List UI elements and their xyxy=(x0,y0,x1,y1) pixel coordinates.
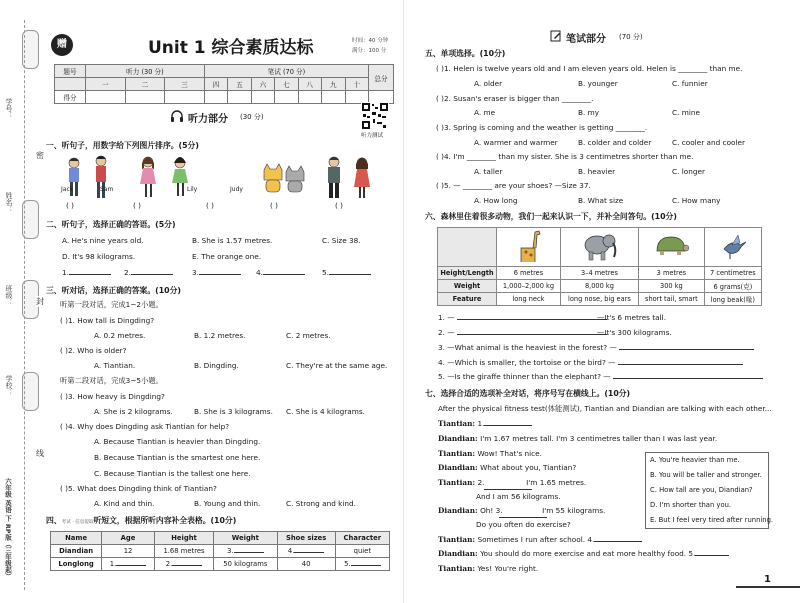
score-table-header: 总分 xyxy=(369,65,394,91)
option-c: C. Size 38. xyxy=(322,236,361,245)
option-a: A. Tiantian. xyxy=(94,361,136,370)
pencil-icon xyxy=(550,30,562,44)
score-table-header: 九 xyxy=(322,78,345,91)
option-b: B. younger xyxy=(578,79,618,88)
score-table-header: 七 xyxy=(275,78,298,91)
option-c: C. How many xyxy=(672,196,721,205)
table-cell: 3–4 metres xyxy=(560,267,638,280)
option-d: D. I'm shorter than you. xyxy=(650,501,732,509)
dialogue-2-intro: 听第二段对话，完成3~5小题。 xyxy=(60,376,163,385)
section-5-title: 五、单项选择。(10分) xyxy=(425,49,506,58)
answer-blank[interactable] xyxy=(499,509,547,518)
adults-picture xyxy=(318,155,380,202)
option-e: E. But I feel very tired after running. xyxy=(650,516,774,524)
dialogue-line[interactable]: Tiantian: 2. I'm 1.65 metres. xyxy=(438,478,587,487)
table-cell: long nose, big ears xyxy=(560,293,638,306)
table-header: Weight xyxy=(214,532,277,545)
kids-picture xyxy=(56,155,126,202)
option-c: C. Strong and kind. xyxy=(286,499,356,508)
table-cell: long beak(喙) xyxy=(704,293,761,306)
answer-blank[interactable]: 1. xyxy=(62,268,111,277)
score-cell[interactable] xyxy=(322,91,345,104)
score-table-header: 八 xyxy=(298,78,321,91)
qa-line-2[interactable]: 2. — xyxy=(438,328,607,337)
section-4-title: 四、考试 · 信息提取听短文，根据所听内容补全表格。(10分) xyxy=(46,516,237,525)
headphones-icon xyxy=(170,109,184,125)
answer-bracket[interactable]: ( ) xyxy=(206,201,215,210)
score-cell[interactable] xyxy=(228,91,251,104)
qa-line-5[interactable]: 5. —Is the giraffe thinner than the elephant? — xyxy=(438,372,763,381)
qa-answer-1: —It's 6 metres tall. xyxy=(597,313,667,322)
option-b: B. my xyxy=(578,108,600,117)
table-blank[interactable]: 5. xyxy=(335,558,389,571)
qr-code[interactable] xyxy=(361,102,389,130)
mc-question-3: ( )3. Spring is coming and the weather is getting ________. xyxy=(436,123,648,132)
table-cell: 1,000–2,000 kg xyxy=(497,280,561,293)
answer-bracket[interactable]: ( ) xyxy=(335,201,344,210)
question-2: ( )2. Who is older? xyxy=(60,346,127,355)
table-cell: 6 grams(克) xyxy=(704,280,761,293)
option-b: B. colder and colder xyxy=(578,138,652,147)
mc-question-4: ( )4. I'm ________ than my sister. She is 3 centimetres shorter than me. xyxy=(436,152,694,161)
answer-blank[interactable]: 3. xyxy=(192,268,241,277)
page-fold xyxy=(403,0,404,603)
score-table-header: 听力 (30 分) xyxy=(86,65,205,78)
class-label: 班级： xyxy=(5,285,13,306)
bird-picture xyxy=(704,228,761,267)
question-3: ( )3. How heavy is Dingding? xyxy=(60,392,165,401)
time-info: 时间：40 分钟 xyxy=(352,38,389,44)
option-c: C. cooler and cooler xyxy=(672,138,746,147)
score-table-header: 笔试 (70 分) xyxy=(204,65,368,78)
option-a: A. 0.2 metres. xyxy=(94,331,146,340)
answer-blank[interactable]: 5. xyxy=(322,268,371,277)
table-header: Name xyxy=(51,532,102,545)
option-c: C. She is 4 kilograms. xyxy=(286,407,365,416)
giraffe-picture xyxy=(497,228,561,267)
mc-question-1: ( )1. Helen is twelve years old and I am eleven years old. Helen is ________ than me. xyxy=(436,64,743,73)
qr-label: 听力测试 xyxy=(361,133,384,139)
dialogue-intro: After the physical fitness test(体能测试), Tiantian and Diandian are talking with each other... xyxy=(438,404,772,413)
dialogue-line: Diandian: What about you, Tiantian? xyxy=(438,463,577,472)
name-tag: Jack xyxy=(61,186,74,193)
option-a: A. older xyxy=(474,79,503,88)
dialogue-line[interactable]: Tiantian: Sometimes I run after school. 4. xyxy=(438,535,642,544)
cats-picture xyxy=(258,162,308,198)
seal-mark: 封 xyxy=(36,297,44,306)
section-6-title: 六、森林里住着很多动物，我们一起来认识一下，并补全问答句。(10分) xyxy=(425,212,677,221)
score-table-header: 得分 xyxy=(55,91,86,104)
name-label: 姓名： xyxy=(5,192,13,213)
option-c: C. They're at the same age. xyxy=(286,361,388,370)
table-cell: Diandian xyxy=(51,545,102,558)
option-b: B. You will be taller and stronger. xyxy=(650,471,762,479)
score-cell[interactable] xyxy=(165,91,205,104)
option-b: B. 1.2 metres. xyxy=(194,331,246,340)
score-cell[interactable] xyxy=(204,91,227,104)
score-table-header: 五 xyxy=(228,78,251,91)
table-cell: quiet xyxy=(335,545,389,558)
written-points: (70 分) xyxy=(619,33,643,41)
score-cell[interactable] xyxy=(298,91,321,104)
animal-table xyxy=(437,227,762,306)
table-cell: 1.68 metres xyxy=(154,545,213,558)
option-b: B. She is 1.57 metres. xyxy=(192,236,273,245)
option-b: B. What size xyxy=(578,196,624,205)
score-table-cell xyxy=(55,78,86,91)
girls-picture xyxy=(132,155,202,202)
option-c: C. Because Tiantian is the tallest one here. xyxy=(94,469,251,478)
option-a: A. He's nine years old. xyxy=(62,236,144,245)
section-2-title: 二、听句子，选择正确的答语。(5分) xyxy=(46,220,176,229)
score-table-header: 四 xyxy=(204,78,227,91)
option-b: B. Because Tiantian is the smartest one here. xyxy=(94,453,261,462)
dialogue-line: Do you often do exercise? xyxy=(476,520,571,529)
answer-blank[interactable]: 2. xyxy=(124,268,173,277)
score-table-header: 十 xyxy=(345,78,369,91)
option-c: C. 2 metres. xyxy=(286,331,331,340)
table-cell: 300 kg xyxy=(638,280,704,293)
option-a: A. warmer and warmer xyxy=(474,138,558,147)
dialogue-line: And I am 56 kilograms. xyxy=(476,492,561,501)
qa-line-3[interactable]: 3. —What animal is the heaviest in the forest? — xyxy=(438,343,754,352)
mc-question-2: ( )2. Susan's eraser is bigger than ________. xyxy=(436,94,594,103)
listening-title: 听力部分 xyxy=(188,114,228,125)
dialogue-line[interactable]: Tiantian: 1. xyxy=(438,419,532,428)
table-header: Feature xyxy=(438,293,497,306)
table-cell: Longlong xyxy=(51,558,102,571)
table-blank[interactable]: 3. xyxy=(214,545,277,558)
option-a: A. You're heavier than me. xyxy=(650,456,740,464)
table-row xyxy=(51,558,390,571)
dialogue-line: Tiantian: Yes! You're right. xyxy=(438,564,539,573)
table-header: Height xyxy=(154,532,213,545)
dialogue-1-intro: 听第一段对话，完成1~2小题。 xyxy=(60,300,163,309)
score-cell[interactable] xyxy=(251,91,274,104)
qa-answer-2: —It's 300 kilograms. xyxy=(597,328,672,337)
section-7-title: 七、选择合适的选项补全对话，将序号写在横线上。(10分) xyxy=(425,389,631,398)
answer-bracket[interactable]: ( ) xyxy=(133,201,142,210)
option-a: A. me xyxy=(474,108,496,117)
option-c: C. funnier xyxy=(672,79,708,88)
option-a: A. She is 2 kilograms. xyxy=(94,407,173,416)
score-table-header: 题号 xyxy=(55,65,86,78)
question-1: ( )1. How tall is Dingding? xyxy=(60,316,155,325)
name-tag: Sam xyxy=(100,186,114,193)
school-label: 学校： xyxy=(5,375,13,396)
table-cell: 40 xyxy=(277,558,335,571)
score-table-header: 二 xyxy=(125,78,165,91)
option-b: B. She is 3 kilograms. xyxy=(194,407,273,416)
option-a: A. Because Tiantian is heavier than Dingding. xyxy=(94,437,261,446)
listening-info-table xyxy=(50,531,390,571)
qa-line-4[interactable]: 4. —Which is smaller, the tortoise or the bird? — xyxy=(438,358,743,367)
table-header: Age xyxy=(102,532,155,545)
option-a: A. Kind and thin. xyxy=(94,499,155,508)
table-blank[interactable]: 2. xyxy=(154,558,213,571)
table-cell: 12 xyxy=(102,545,155,558)
table-cell: 7 centimetres xyxy=(704,267,761,280)
section-1-title: 一、听句子，用数字给下列图片排序。(5分) xyxy=(46,141,199,150)
table-cell xyxy=(438,228,497,267)
elephant-picture xyxy=(560,228,638,267)
table-cell: short tail, smart xyxy=(638,293,704,306)
table-header: Character xyxy=(335,532,389,545)
option-c: C. How tall are you, Diandian? xyxy=(650,486,753,494)
option-c: C. mine xyxy=(672,108,700,117)
answer-blank[interactable]: 4. xyxy=(256,268,305,277)
book-label: 六年级 英语 下 RP版（三年级起） xyxy=(4,478,12,580)
score-cell[interactable] xyxy=(86,91,126,104)
full-score-info: 满分：100 分 xyxy=(352,48,387,54)
table-cell: 6 metres xyxy=(497,267,561,280)
answer-bracket[interactable]: ( ) xyxy=(66,201,75,210)
option-a: A. How long xyxy=(474,196,518,205)
page-title: Unit 1 综合素质达标 xyxy=(148,38,314,58)
mc-question-5: ( )5. — ________ are your shoes? —Size 37. xyxy=(436,181,591,190)
seal-mark: 线 xyxy=(36,449,44,458)
table-header: Weight xyxy=(438,280,497,293)
question-5: ( )5. What does Dingding think of Tiantian? xyxy=(60,484,217,493)
score-table-header: 六 xyxy=(251,78,274,91)
section-3-title: 三、听对话，选择正确的答案。(10分) xyxy=(46,286,181,295)
answer-bracket[interactable]: ( ) xyxy=(270,201,279,210)
table-header: Height/Length xyxy=(438,267,497,280)
table-row xyxy=(51,545,390,558)
name-tag: Judy xyxy=(230,186,243,193)
dialogue-line[interactable]: Diandian: You should do more exercise and eat more healthy food. 5. xyxy=(438,549,729,558)
gift-badge: 赠 xyxy=(51,34,73,56)
table-cell: 3 metres xyxy=(638,267,704,280)
score-cell[interactable] xyxy=(275,91,298,104)
table-cell: long neck xyxy=(497,293,561,306)
dialogue-line: Tiantian: Wow! That's nice. xyxy=(438,449,542,458)
option-b: B. Dingding. xyxy=(194,361,239,370)
table-blank[interactable]: 4. xyxy=(277,545,335,558)
written-title: 笔试部分 xyxy=(566,34,606,45)
options-box xyxy=(645,452,774,529)
student-id-label: 学号： xyxy=(5,98,13,119)
option-d: D. It's 98 kilograms. xyxy=(62,252,136,261)
table-header: Shoe sizes xyxy=(277,532,335,545)
dialogue-line[interactable]: Diandian: Oh! 3. I'm 55 kilograms. xyxy=(438,506,606,515)
cut-line xyxy=(24,20,25,590)
option-b: B. Young and thin. xyxy=(194,499,261,508)
tortoise-picture xyxy=(638,228,704,267)
option-a: A. taller xyxy=(474,167,503,176)
dialogue-line: Diandian: I'm 1.67 metres tall. I'm 3 centimetres taller than I was last year. xyxy=(438,434,718,443)
score-table xyxy=(54,64,394,104)
table-cell: 8,000 kg xyxy=(560,280,638,293)
table-cell: 50 kilograms xyxy=(214,558,277,571)
name-tag: Lily xyxy=(187,186,198,193)
score-cell[interactable] xyxy=(125,91,165,104)
option-e: E. The orange one. xyxy=(192,252,262,261)
score-table-header: 一 xyxy=(86,78,126,91)
option-c: C. longer xyxy=(672,167,705,176)
page-number: 1 xyxy=(764,574,771,585)
option-b: B. heavier xyxy=(578,167,616,176)
qa-line-1[interactable]: 1. — xyxy=(438,313,607,322)
question-4: ( )4. Why does Dingding ask Tiantian for help? xyxy=(60,422,230,431)
seal-mark: 密 xyxy=(36,151,44,160)
table-blank[interactable]: 1. xyxy=(102,558,155,571)
answer-blank[interactable] xyxy=(484,481,532,490)
listening-points: (30 分) xyxy=(240,113,264,121)
score-table-header: 三 xyxy=(165,78,205,91)
